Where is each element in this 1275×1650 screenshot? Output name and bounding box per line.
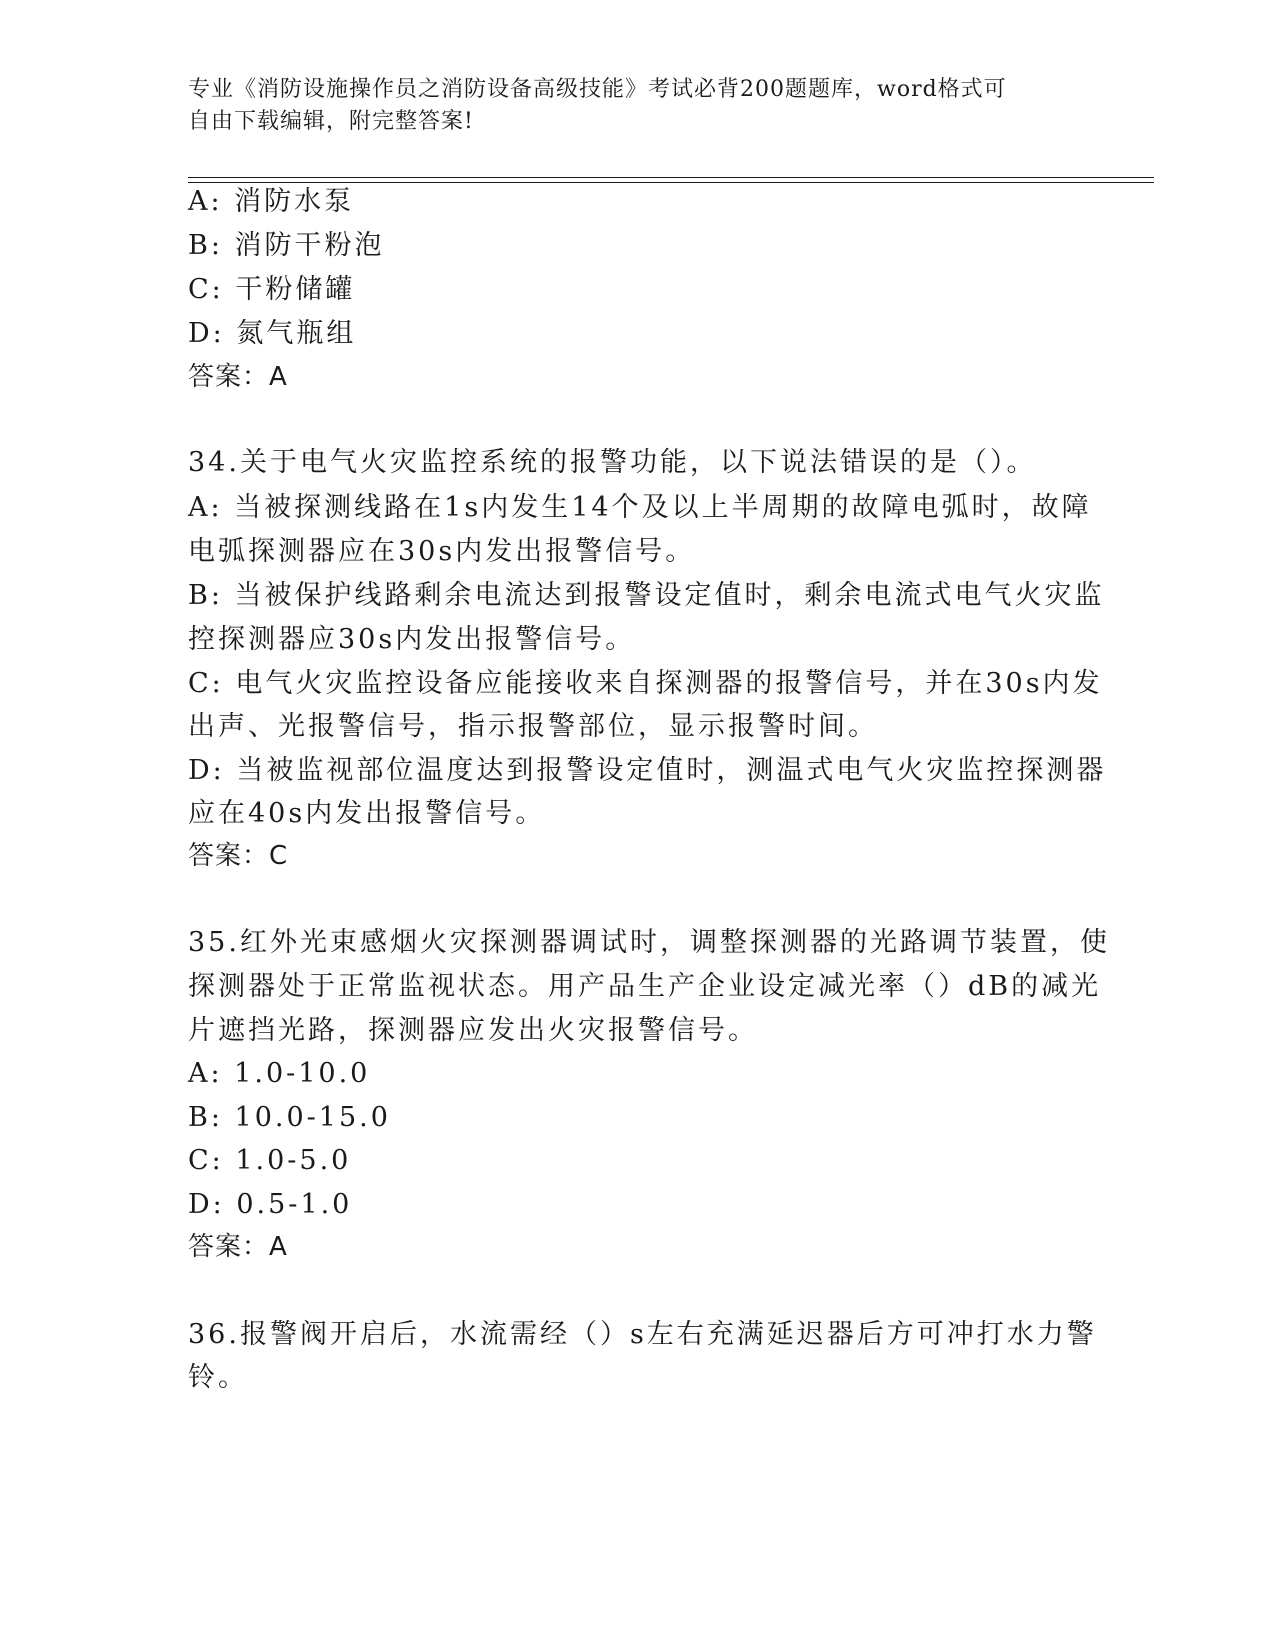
- q34-line: 电弧探测器应在30s内发出报警信号。: [188, 536, 696, 567]
- q34-answer: 答案：C: [188, 841, 289, 871]
- q34-question: 34.关于电气火灾监控系统的报警功能，以下说法错误的是（）。: [188, 447, 1037, 478]
- q33-answer: 答案：A: [188, 362, 288, 392]
- q35-option-d: D: 0.5-1.0: [188, 1189, 353, 1220]
- q34-line: A: 当被探测线路在1s内发生14个及以上半周期的故障电弧时，故障: [188, 492, 1092, 523]
- q35-answer: 答案：A: [188, 1232, 288, 1262]
- q35-question-line: 35.红外光束感烟火灾探测器调试时，调整探测器的光路调节装置，使: [188, 927, 1110, 958]
- header-rule-top: [188, 177, 1154, 178]
- q33-option-a: A: 消防水泵: [188, 186, 355, 217]
- q35-option-c: C: 1.0-5.0: [188, 1145, 352, 1176]
- q35-question-line: 片遮挡光路，探测器应发出火灾报警信号。: [188, 1015, 758, 1046]
- header-line-1: 专业《消防设施操作员之消防设备高级技能》考试必背200题题库，word格式可: [188, 77, 1007, 102]
- q34-line: B: 当被保护线路剩余电流达到报警设定值时，剩余电流式电气火灾监: [188, 580, 1105, 611]
- q34-line: 应在40s内发出报警信号。: [188, 798, 546, 829]
- header-line-2: 自由下载编辑，附完整答案!: [188, 109, 474, 134]
- q34-line: 控探测器应30s内发出报警信号。: [188, 624, 636, 655]
- q33-option-b: B: 消防干粉泡: [188, 230, 385, 261]
- q33-option-d: D: 氮气瓶组: [188, 318, 357, 349]
- q34-line: D: 当被监视部位温度达到报警设定值时，测温式电气火灾监控探测器: [188, 755, 1107, 786]
- header-rule-bottom: [188, 182, 1154, 183]
- q33-option-c: C: 干粉储罐: [188, 274, 356, 305]
- q35-option-a: A: 1.0-10.0: [188, 1058, 371, 1089]
- q34-line: C: 电气火灾监控设备应能接收来自探测器的报警信号，并在30s内发: [188, 668, 1103, 699]
- document-header: [188, 74, 1068, 138]
- q34-line: 出声、光报警信号，指示报警部位，显示报警时间。: [188, 711, 878, 742]
- q35-option-b: B: 10.0-15.0: [188, 1102, 391, 1133]
- q35-question-line: 探测器处于正常监视状态。用产品生产企业设定减光率（）dB的减光: [188, 971, 1102, 1002]
- q36-question-line: 铃。: [188, 1362, 248, 1393]
- q36-question-line: 36.报警阀开启后，水流需经（）s左右充满延迟器后方可冲打水力警: [188, 1319, 1097, 1350]
